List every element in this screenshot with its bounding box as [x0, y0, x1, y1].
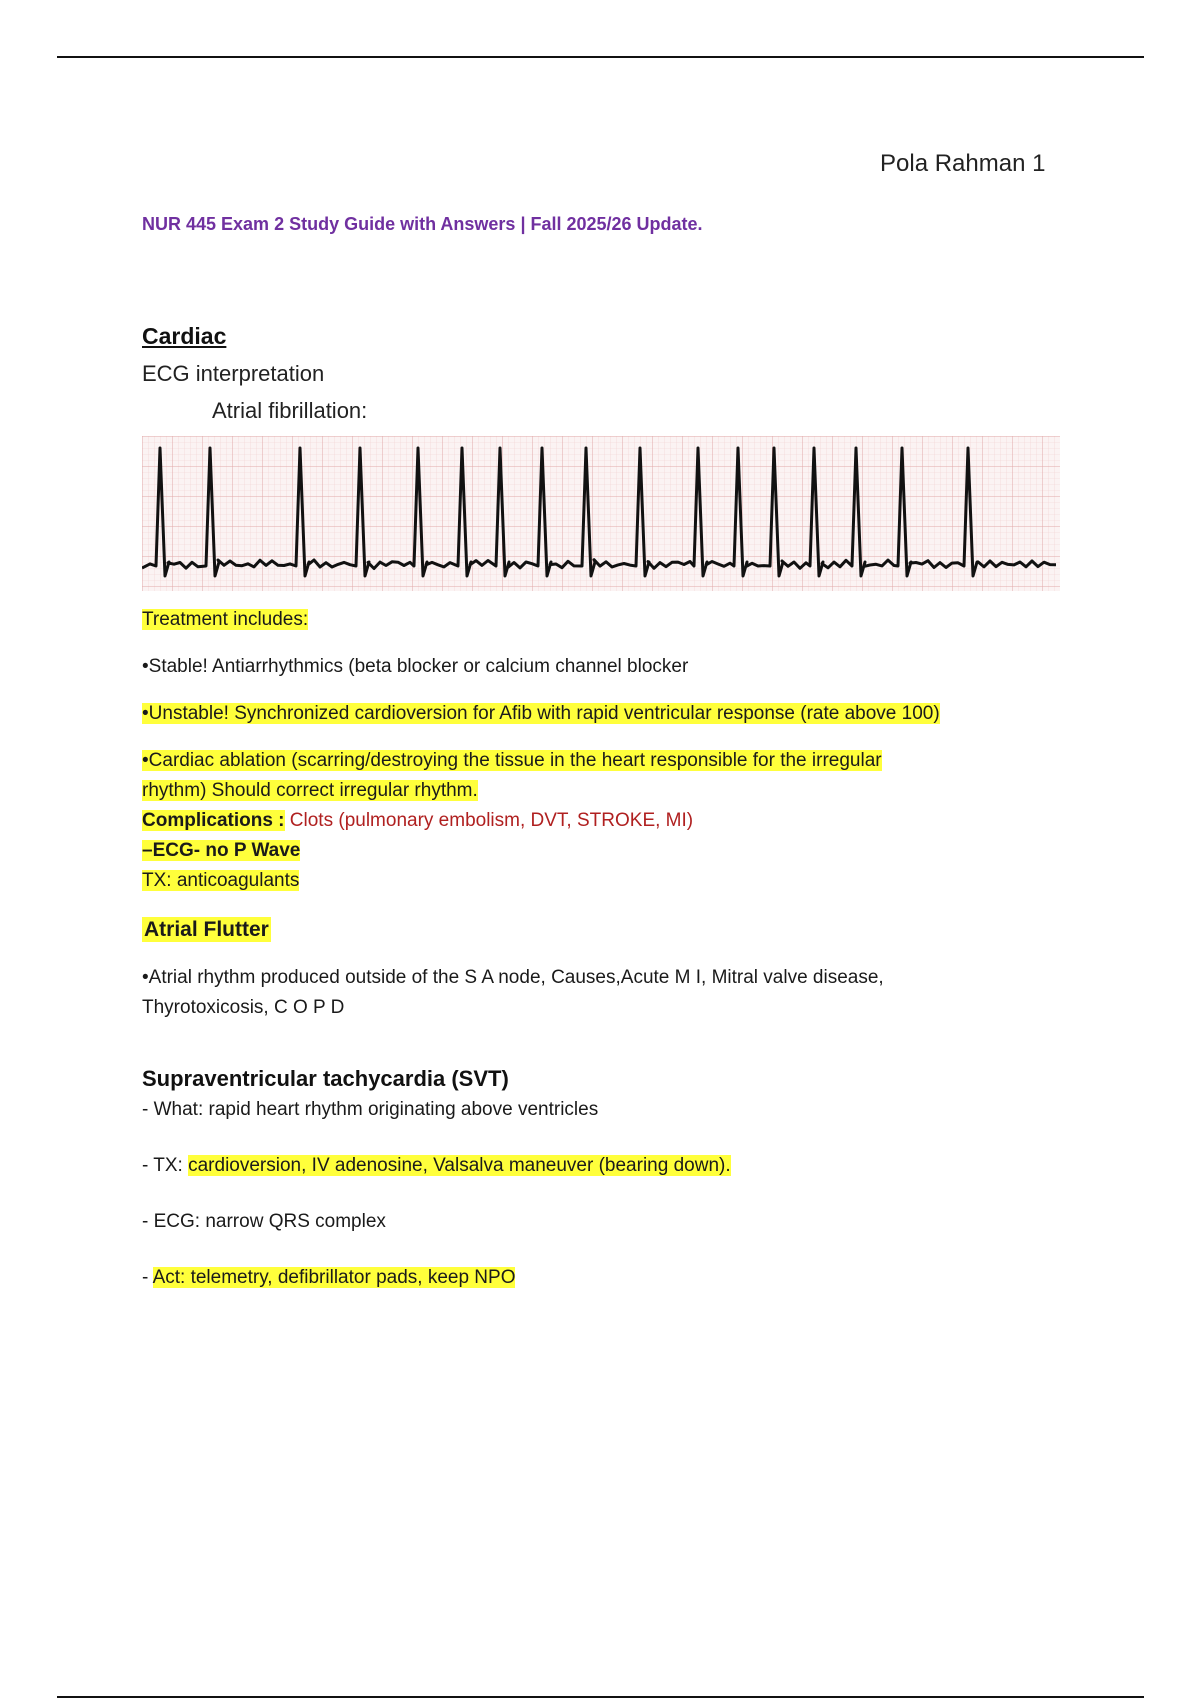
top-rule: [57, 56, 1144, 58]
tx-anticoagulants: TX: anticoagulants: [142, 870, 300, 891]
svt-ecg: - ECG: narrow QRS complex: [142, 1211, 386, 1232]
section-heading-flutter: [142, 914, 1062, 946]
treatment-ablation-line1: •Cardiac ablation (scarring/destroying the tissue in the heart responsible for the irregular: [142, 750, 882, 771]
section-heading-cardiac: Cardiac: [142, 323, 227, 349]
ecg-no-p-wave: –ECG- no P Wave: [142, 840, 301, 861]
flutter-line2: Thyrotoxicosis, C O P D: [142, 997, 345, 1018]
treatment-heading-text: Treatment includes:: [142, 609, 309, 630]
complications-value: Clots (pulmonary embolism, DVT, STROKE, MI): [289, 810, 694, 831]
treatment-heading: [142, 605, 1062, 635]
svt-what: - What: rapid heart rhythm originating above ventricles: [142, 1099, 599, 1120]
tx-note-line: [142, 866, 1062, 896]
treatment-unstable-text: •Unstable! Synchronized cardioversion for Afib with rapid ventricular response (rate above 100): [142, 703, 940, 724]
treatment-ablation: [142, 746, 1062, 776]
afib-ecg-strip-image: [142, 436, 1060, 591]
flutter-line1: •Atrial rhythm produced outside of the S A node, Causes,Acute M I, Mitral valve disease,: [142, 967, 884, 988]
complications-line: [142, 806, 1062, 836]
bottom-rule: [57, 1696, 1144, 1698]
treatment-ablation-cont: [142, 776, 1062, 806]
svt-act: [142, 1263, 1062, 1293]
subheading-ecg-interpretation: ECG interpretation: [142, 361, 325, 386]
treatment-stable: •Stable! Antiarrhythmics (beta blocker or calcium channel blocker: [142, 656, 689, 677]
rhythm-label-afib: Atrial fibrillation:: [212, 398, 368, 423]
complications-label: Complications :: [142, 810, 285, 831]
svt-tx-prefix: - TX:: [142, 1155, 189, 1176]
section-heading-svt: Supraventricular tachycardia (SVT): [142, 1066, 509, 1091]
treatment-unstable: [142, 699, 1062, 729]
flutter-heading-text: Atrial Flutter: [144, 918, 269, 941]
document-body: [142, 320, 1062, 1293]
document-title: NUR 445 Exam 2 Study Guide with Answers | Fall 2025/26 Update.: [142, 214, 703, 234]
treatment-ablation-line2: rhythm) Should correct irregular rhythm.: [142, 780, 478, 801]
svt-tx-value: cardioversion, IV adenosine, Valsalva maneuver (bearing down).: [188, 1155, 731, 1176]
svt-tx: [142, 1151, 1062, 1181]
svt-act-prefix: -: [142, 1267, 153, 1288]
ecg-note-line: [142, 836, 1062, 866]
svt-act-value: Act: telemetry, defibrillator pads, keep NPO: [152, 1267, 516, 1288]
ecg-strip-svg: [142, 436, 1060, 591]
page-header-author: Pola Rahman 1: [880, 150, 1046, 177]
